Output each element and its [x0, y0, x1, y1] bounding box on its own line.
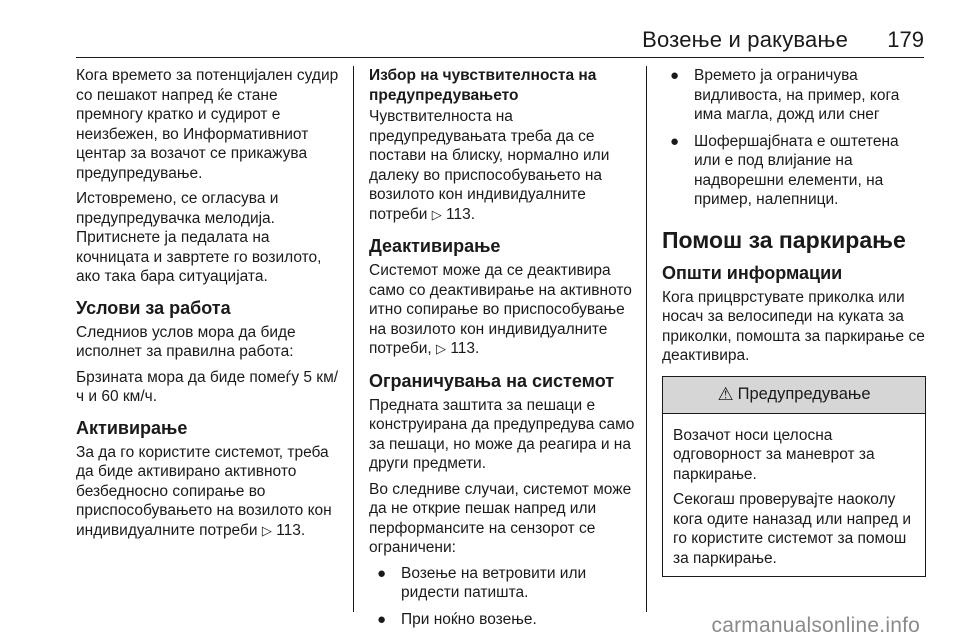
paragraph [76, 443, 344, 542]
header-divider [76, 57, 924, 58]
bullet-list [369, 564, 637, 630]
warning-header [663, 377, 925, 414]
page-reference-link[interactable]: 113. [276, 521, 306, 539]
page-header [0, 0, 960, 60]
paragraph [369, 261, 637, 360]
column-2 [369, 66, 637, 636]
paragraph: Кога времето за потенцијален судир со пешакот напред ќе стане премногу кратко и судирот е неизбежен, во Информативниот центар за возачот се прикажува предупредување. [76, 67, 339, 182]
paragraph-text: Системот може да се деактивира само со деактивирање на активното итно сопирање во приспособување на возилото кон индивидуалните потреби, [369, 262, 632, 357]
paragraph-text: Чувствителноста на предупредувањата треба да се постави на блиску, нормално или далеку во приспособувањето на возилото кон индивидуалните потреби [369, 108, 610, 223]
page-reference-link[interactable]: 113. [450, 340, 480, 357]
paragraph: Кога прицврстувате приколка или носач за велосипеди на куката за приколки, помошта за паркирање се деактивира. [662, 288, 925, 364]
section-heading-limits: Ограничувања на системот [369, 370, 615, 391]
paragraph: Брзината мора да биде помеѓу 5 км/ч и 60 км/ч. [76, 368, 339, 405]
warning-box [662, 376, 926, 578]
paragraph-text: За да го користите системот, треба да биде активирано активното безбедносно сопирање во приспособувањето на возилото кон индивидуалните потреби [76, 443, 332, 539]
list-item [369, 610, 637, 630]
bullet-list [662, 66, 928, 210]
warning-triangle-icon: ⚠ [717, 383, 734, 405]
column-divider-2 [646, 66, 647, 612]
section-heading-conditions: Услови за работа [76, 297, 231, 318]
subheading-sensitivity: Избор на чувствителноста на предупредувањето [369, 67, 597, 104]
page-reference-link[interactable]: 113. [446, 205, 476, 223]
column-divider-1 [353, 66, 354, 612]
column-1 [76, 66, 344, 547]
bullet-icon: ● [670, 132, 680, 150]
paragraph: Во следниве случаи, системот може да не открие пешак напред или перформансите на сензорот се ограничени: [369, 480, 632, 556]
list-item-text: Шофершајбната е оштетена или е под влијание на надворешни елементи, на пример, налепници. [694, 132, 899, 208]
reference-arrow-icon: ▷ [261, 523, 272, 539]
paragraph: Секогаш проверувајте наоколу кога одите наназад или напред и го користите системот за помош за паркирање. [673, 491, 912, 567]
paragraph: Истовремено, се огласува и предупредувачка мелодија. Притиснете ја педалата на кочницата и завртете го возилото, ако така бара ситуацијата. [76, 190, 322, 285]
section-heading-activation: Активирање [76, 417, 188, 438]
section-heading-parking-assist: Помош за паркирање [662, 226, 906, 253]
bullet-icon: ● [377, 610, 387, 628]
list-item-text: При ноќно возење. [401, 610, 537, 628]
watermark-text: carmanualsonline.info [711, 614, 920, 637]
paragraph [369, 107, 637, 225]
chapter-title: Возење и ракување [642, 27, 848, 52]
reference-arrow-icon: ▷ [436, 342, 446, 357]
list-item-text: Времето ја ограничува видливоста, на пример, кога има магла, дожд или снег [694, 67, 900, 123]
bullet-icon: ● [377, 564, 387, 582]
reference-arrow-icon: ▷ [431, 207, 442, 223]
warning-title: Предупредување [737, 384, 871, 403]
list-item-text: Возење на ветровити или ридести патишта. [401, 564, 587, 601]
paragraph: Возачот носи целосна одговорност за маневрот за паркирање. [673, 426, 875, 483]
bullet-icon: ● [670, 67, 680, 84]
paragraph: Следниов услов мора да биде исполнет за правилна работа: [76, 323, 296, 360]
warning-body [663, 414, 925, 577]
subheading-general-info: Општи информации [662, 262, 843, 283]
section-heading-deactivation: Деактивирање [369, 236, 501, 256]
column-3 [662, 66, 928, 577]
paragraph: Предната заштита за пешаци е конструирана да предупредува само за пешаци, но може да реагира и на други предмети. [369, 396, 635, 472]
list-item [369, 564, 637, 603]
list-item [662, 66, 928, 125]
list-item [662, 132, 928, 210]
page-number: 179 [887, 27, 924, 52]
